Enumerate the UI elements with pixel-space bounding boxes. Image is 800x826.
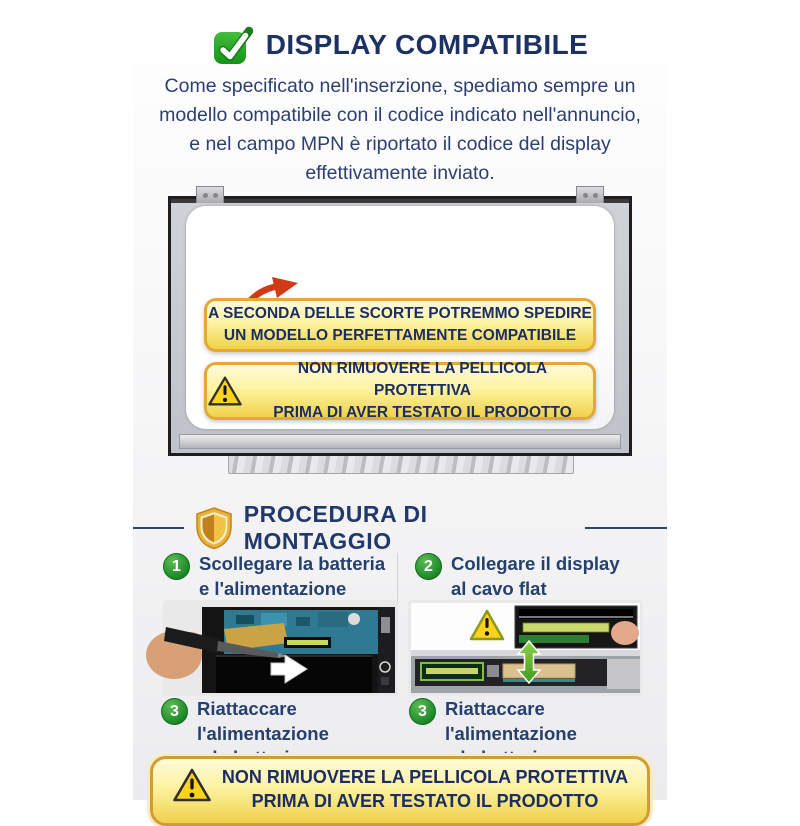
disconnect-battery-illustration <box>166 603 395 693</box>
step-3-left-badge: 3 <box>161 698 188 725</box>
hinge-bracket-right <box>576 186 604 203</box>
step-1 <box>163 552 395 601</box>
screw-hole <box>203 193 208 198</box>
step-1-badge: 1 <box>163 553 190 580</box>
photo-disconnect-battery <box>163 600 398 696</box>
page-title: DISPLAY COMPATIBILE <box>265 29 589 60</box>
laptop-panel-figure <box>168 186 632 488</box>
footer-warning-line: NON RIMUOVERE LA PELLICOLA PROTETTIVA <box>221 767 629 787</box>
intro-paragraph <box>133 72 667 188</box>
finger <box>611 621 639 645</box>
header-rule-right <box>585 527 667 529</box>
intro-line: modello compatibile con il codice indicato nell'annuncio, <box>159 104 641 126</box>
warning-triangle-icon <box>172 767 212 803</box>
step-line: Scollegare la batteria <box>199 553 386 574</box>
film-note-line: NON RIMUOVERE LA PELLICOLA PROTETTIVA <box>297 360 548 399</box>
film-note-line: PRIMA DI AVER TESTATO IL PRODOTTO <box>273 404 572 421</box>
connect-display-illustration <box>411 603 640 693</box>
step-line: Collegare il display <box>451 553 620 574</box>
step-2-badge: 2 <box>415 553 442 580</box>
intro-line: e nel campo MPN è riportato il codice del display <box>189 133 611 155</box>
step-2-label <box>451 552 620 601</box>
film-note-text <box>252 358 593 424</box>
footer-warning-text <box>222 765 628 814</box>
intro-line: Come specificato nell'inserzione, spediamo sempre un <box>164 75 636 97</box>
procedure-header <box>133 501 667 554</box>
content-column <box>133 0 667 812</box>
stock-note-line: A SECONDA DELLE SCORTE POTREMMO SPEDIRE <box>208 305 592 322</box>
footer-warning-banner <box>150 756 650 826</box>
screw-hole <box>213 193 218 198</box>
panel-bottom-bar <box>179 434 621 449</box>
step-3-right-badge: 3 <box>409 698 436 725</box>
intro-line: effettivamente inviato. <box>305 162 495 184</box>
screw-hole <box>583 193 588 198</box>
step-line: e l'alimentazione <box>199 577 347 599</box>
step-line: al cavo flat <box>451 577 547 599</box>
warning-triangle-icon <box>207 375 243 407</box>
header-rule-left <box>133 527 184 529</box>
step-1-label <box>199 552 385 601</box>
footer-warning-line: PRIMA DI AVER TESTATO IL PRODOTTO <box>251 791 599 812</box>
step-line: Riattaccare l'alimentazione <box>197 698 329 744</box>
check-icon <box>212 24 254 66</box>
connector-inset-photo <box>515 606 639 648</box>
header <box>133 22 667 68</box>
stock-note <box>204 298 596 352</box>
photo-connect-display <box>408 600 643 696</box>
screw-hole <box>593 193 598 198</box>
step-line: Riattaccare l'alimentazione <box>445 698 577 744</box>
procedure-title: PROCEDURA DI MONTAGGIO <box>243 501 428 554</box>
stock-note-line: UN MODELLO PERFETTAMENTE COMPATIBILE <box>223 327 577 344</box>
hinge-bracket-left <box>196 186 224 203</box>
step-2 <box>415 552 647 601</box>
shield-icon <box>195 507 233 549</box>
film-note <box>204 362 596 420</box>
